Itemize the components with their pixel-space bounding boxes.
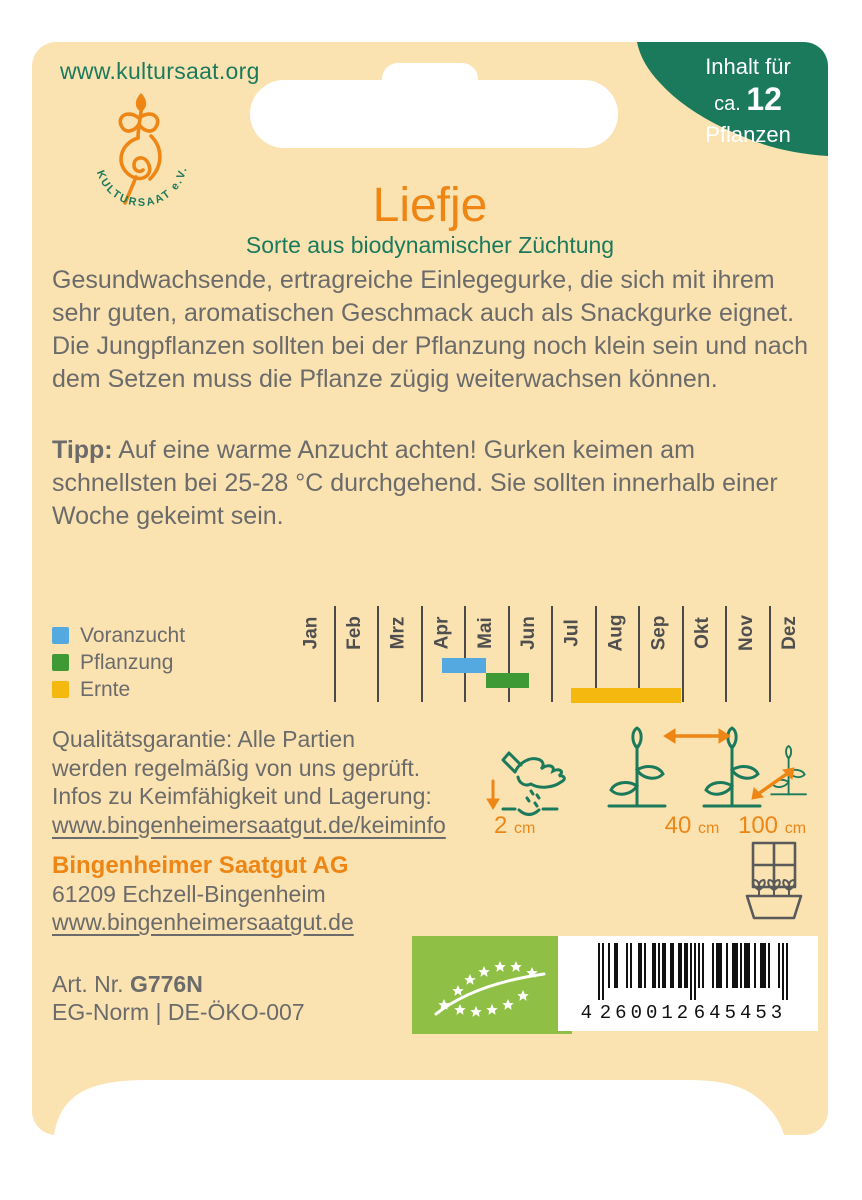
quality-line1: Qualitätsgarantie: Alle Partien <box>52 726 356 752</box>
month-label: Feb <box>344 616 366 650</box>
badge-line2 <box>668 82 828 121</box>
windowsill-tray-icon <box>739 840 809 924</box>
month-label: Jun <box>518 616 540 650</box>
month-separator <box>377 606 379 702</box>
ean-group1: 260012 <box>599 1002 693 1024</box>
badge-text <box>668 52 828 149</box>
legend-label: Pflanzung <box>80 650 174 674</box>
badge-count: 12 <box>746 81 782 117</box>
bar-voranzucht <box>442 658 486 673</box>
norm-line: EG-Norm | DE-ÖKO-007 <box>52 999 305 1025</box>
legend-item <box>52 622 185 649</box>
month-label: Mai <box>474 617 496 649</box>
variety-subtitle: Sorte aus biodynamischer Züchtung <box>245 232 615 258</box>
content-badge <box>633 42 828 164</box>
plant-spacing-icons <box>592 718 828 812</box>
legend-label: Ernte <box>80 677 131 701</box>
month-label: Jul <box>561 619 583 647</box>
tip-text <box>52 434 814 533</box>
art-label: Art. Nr. <box>52 971 130 997</box>
eu-organic-logo <box>412 936 572 1034</box>
keiminfo-link[interactable]: www.bingenheimersaatgut.de/keiminfo <box>52 811 446 838</box>
row-unit: cm <box>784 820 807 837</box>
tip-body: Auf eine warme Anzucht achten! Gurken keimen am schnellsten bei 25-28 °C durchgehend. Sie sollten innerhalb einer Woche gekeimt sein. <box>52 436 778 530</box>
barcode-bars <box>598 943 788 1000</box>
month-label: Dez <box>779 616 801 650</box>
article-number-line <box>52 970 305 998</box>
legend-swatch <box>52 654 69 671</box>
kultursaat-link[interactable]: www.kultursaat.org <box>60 58 260 84</box>
depth-value: 2 <box>494 812 508 839</box>
month-label: Mrz <box>387 616 409 650</box>
quality-line3: Infos zu Keimfähigkeit und Lagerung: <box>52 783 432 809</box>
legend-item <box>52 649 185 676</box>
company-name: Bingenheimer Saatgut AG <box>52 852 349 879</box>
month-label: Nov <box>735 615 757 651</box>
month-separator <box>769 606 771 702</box>
month-label: Jan <box>300 616 322 650</box>
quality-line2: werden regelmäßig von uns geprüft. <box>52 754 421 781</box>
spacing-unit: cm <box>698 820 720 837</box>
calendar-chart <box>290 604 814 704</box>
logo-ring-text: KULTURSAAT e.V. <box>93 164 190 210</box>
month-label: Okt <box>692 617 714 649</box>
bar-pflanzung <box>486 673 530 688</box>
barcode <box>558 936 818 1031</box>
badge-line1: Inhalt für <box>705 54 791 79</box>
company-website-link[interactable]: www.bingenheimersaatgut.de <box>52 909 354 935</box>
barcode-svg <box>558 936 818 1031</box>
quality-block <box>52 725 446 839</box>
spacing-value: 40 <box>664 812 692 839</box>
legend-swatch <box>52 681 69 698</box>
row-spacing-label <box>732 812 812 840</box>
hang-hole <box>250 80 618 148</box>
variety-name: Liefje <box>372 179 488 232</box>
month-separator <box>421 606 423 702</box>
legend-label: Voranzucht <box>80 623 186 647</box>
depth-unit: cm <box>514 820 536 837</box>
article-block <box>52 970 305 1026</box>
row-value: 100 <box>737 812 779 839</box>
sowing-depth-label <box>494 812 535 840</box>
bottom-cutout <box>32 1073 828 1135</box>
description-text: Gesundwachsende, ertragreiche Einlegegurke, die sich mit ihrem sehr guten, aromatischen Geschmack auch als Snackgurke eignet. Die Jungpflanzen sollten bei der Pflanzung noch klein sein und nach dem Setzen muss die Pflanze zügig weiterwachsen können. <box>52 266 809 393</box>
sowing-hand-icon <box>485 737 573 817</box>
ean-group2: 645453 <box>693 1002 787 1024</box>
tip-label: Tipp: <box>52 436 113 464</box>
calendar-legend <box>52 622 185 703</box>
month-separator <box>551 606 553 702</box>
legend-swatch <box>52 627 69 644</box>
badge-line3: Pflanzen <box>705 122 791 147</box>
ean-first-digit: 4 <box>580 1002 592 1024</box>
company-block <box>52 852 354 936</box>
bar-ernte <box>571 688 682 703</box>
month-label: Apr <box>431 616 453 650</box>
month-separator <box>334 606 336 702</box>
art-number: G776N <box>129 971 203 997</box>
packet-card <box>32 42 828 1135</box>
month-separator <box>682 606 684 702</box>
company-city: 61209 Echzell-Bingenheim <box>52 881 326 907</box>
plant-spacing-label <box>652 812 732 840</box>
month-separator <box>464 606 466 702</box>
month-separator <box>725 606 727 702</box>
month-label: Sep <box>648 615 670 651</box>
badge-ca: ca. <box>714 93 741 115</box>
legend-item <box>52 676 185 703</box>
month-label: Aug <box>605 614 627 652</box>
